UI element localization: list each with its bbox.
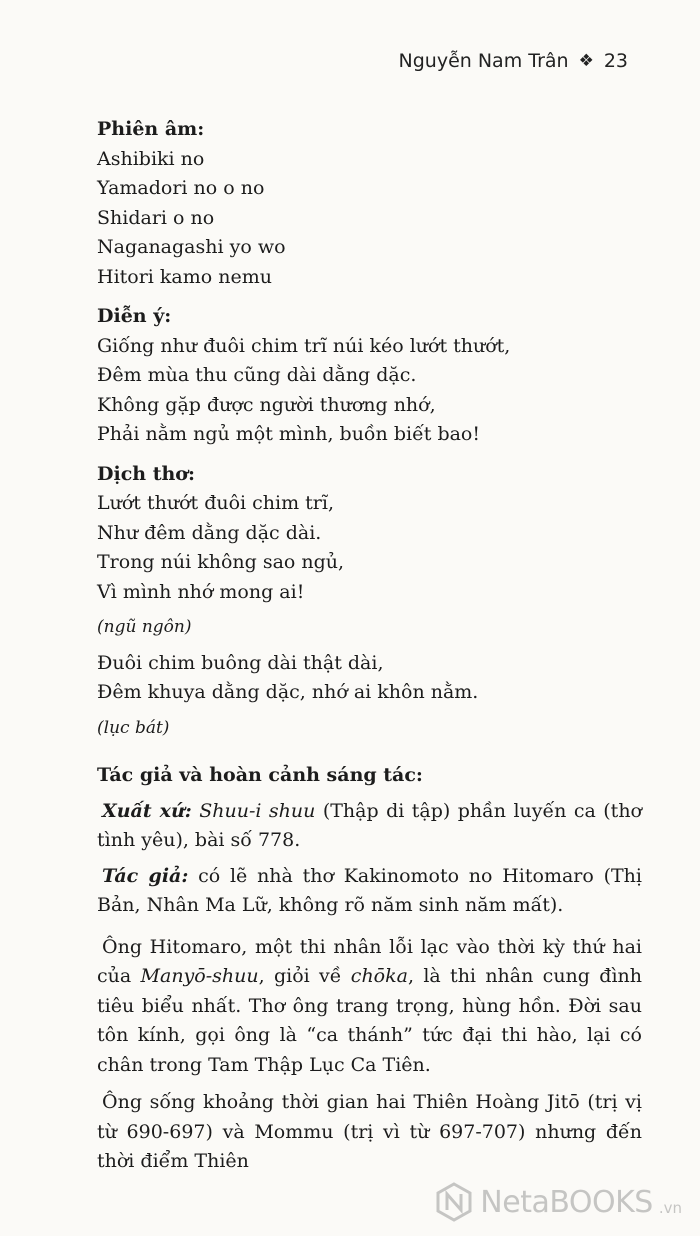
poem-line: Vì mình nhớ mong ai! bbox=[97, 580, 305, 603]
author-name: Nguyễn Nam Trân bbox=[398, 50, 569, 72]
dien-y-line: Giống như đuôi chim trĩ núi kéo lướt thướt, bbox=[97, 334, 511, 357]
phien-am-line: Yamadori no o no bbox=[97, 177, 265, 199]
phien-am-heading: Phiên âm: bbox=[97, 118, 205, 140]
phien-am-line: Naganagashi yo wo bbox=[97, 236, 286, 258]
dien-y-line: Đêm mùa thu cũng dài dằng dặc. bbox=[97, 364, 417, 386]
dien-y-line: Không gặp được người thương nhớ, bbox=[97, 393, 436, 416]
form-note-ngu-ngon: (ngũ ngôn) bbox=[97, 617, 192, 637]
author-text: có lẽ nhà thơ Kakinomoto no Hitomaro (Thị Bản, Nhân Ma Lữ, không rõ năm sinh năm mất). bbox=[97, 864, 642, 916]
phien-am-line: Hitori kamo nemu bbox=[97, 265, 272, 288]
dich-tho-heading: Dịch thơ: bbox=[97, 462, 195, 485]
dien-y-line: Phải nằm ngủ một mình, buồn biết bao! bbox=[97, 423, 481, 445]
source-paragraph bbox=[97, 797, 642, 856]
page-number: 23 bbox=[603, 50, 628, 72]
watermark-brand: NetaBOOKS bbox=[480, 1184, 653, 1220]
author-label: Tác giả: bbox=[102, 864, 189, 887]
section-heading-author: Tác giả và hoàn cảnh sáng tác: bbox=[97, 764, 423, 786]
netabooks-logo-icon bbox=[434, 1182, 474, 1222]
source-title: Shuu-i shuu bbox=[199, 799, 316, 822]
poem-line: Như đêm dằng dặc dài. bbox=[97, 521, 322, 544]
poem-line: Lướt thướt đuôi chim trĩ, bbox=[97, 492, 334, 514]
source-label: Xuất xứ: bbox=[102, 799, 192, 822]
poem-line: Đêm khuya dằng dặc, nhớ ai khôn nằm. bbox=[97, 681, 479, 703]
author-paragraph bbox=[97, 862, 642, 921]
netabooks-watermark bbox=[434, 1182, 682, 1222]
phien-am-line: Ashibiki no bbox=[97, 147, 205, 170]
source-text: (Thập di tập) phần luyến ca (thơ tình yêu), bài số 778. bbox=[97, 799, 642, 851]
phien-am-line: Shidari o no bbox=[97, 206, 215, 229]
separator-ornament: ❖ bbox=[578, 51, 594, 71]
running-header bbox=[399, 50, 628, 72]
form-note-luc-bat: (lục bát) bbox=[97, 717, 170, 738]
dien-y-heading: Diễn ý: bbox=[97, 305, 172, 327]
body-paragraph: Ông sống khoảng thời gian hai Thiên Hoàng Jitō (trị vị từ 690-697) và Mommu (trị vì từ 697-707) nhưng đến thời điểm Thiên bbox=[97, 1091, 642, 1172]
poem-line: Đuôi chim buông dài thật dài, bbox=[97, 651, 384, 674]
body-paragraph: Ông Hitomaro, một thi nhân lỗi lạc vào thời kỳ thứ hai của Manyō-shuu, giỏi về chōka, là thi nhân cung đình tiêu biểu nhất. Thơ ông trang trọng, hùng hồn. Đời sau tôn kính, gọi ông là “ca thánh” tức đại thi hào, lại có chân trong Tam Thập Lục Ca Tiên. bbox=[97, 935, 642, 1076]
watermark-suffix: .vn bbox=[658, 1199, 682, 1217]
poem-line: Trong núi không sao ngủ, bbox=[97, 551, 345, 573]
page-body bbox=[97, 115, 642, 1177]
